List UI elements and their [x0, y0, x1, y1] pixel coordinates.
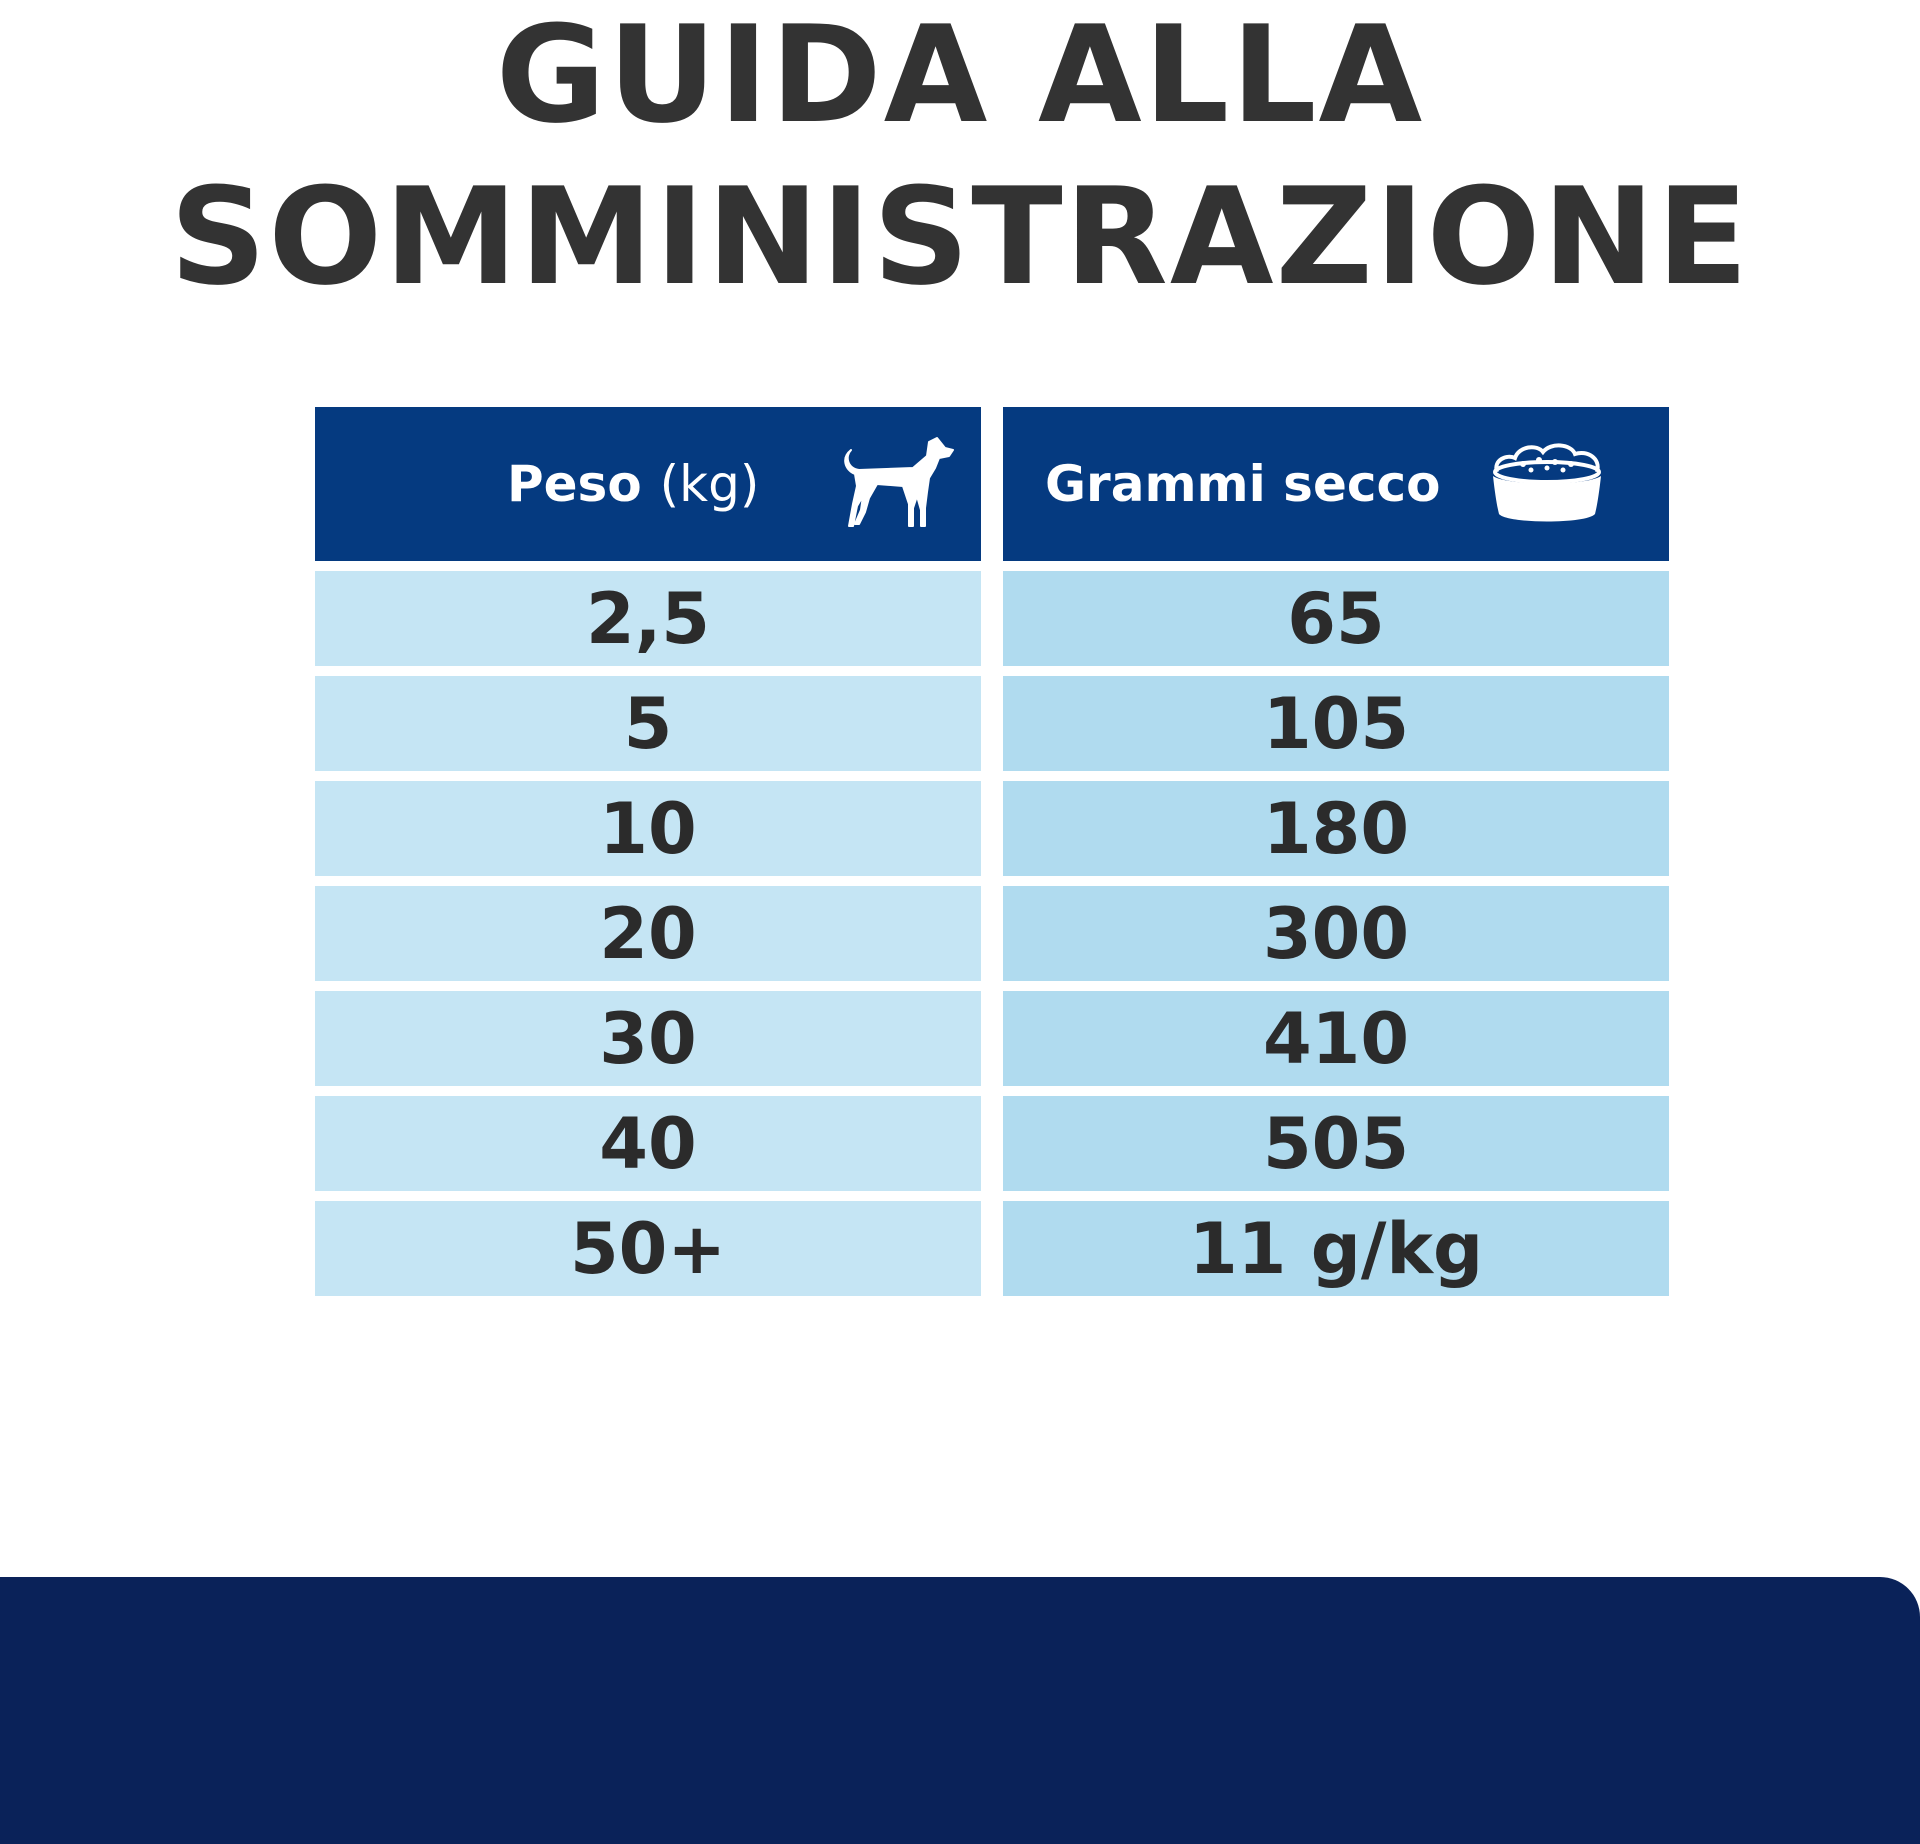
table-cell-grams: 65 [1003, 571, 1669, 666]
table-cell-grams: 180 [1003, 781, 1669, 876]
table-cell-grams: 105 [1003, 676, 1669, 771]
food-bowl-icon [1483, 436, 1613, 532]
table-cell-weight: 10 [315, 781, 981, 876]
header-weight-label: Peso [507, 455, 642, 513]
table-cell-weight: 2,5 [315, 571, 981, 666]
table-cell-grams: 410 [1003, 991, 1669, 1086]
page-title [0, 0, 1920, 318]
feeding-table [315, 407, 1669, 1296]
table-cell-weight: 30 [315, 991, 981, 1086]
title-line-2: SOMMINISTRAZIONE [169, 159, 1751, 315]
table-cell-weight: 50+ [315, 1201, 981, 1296]
table-cell-grams: 505 [1003, 1096, 1669, 1191]
header-food-label: Grammi secco [1045, 455, 1441, 513]
table-cell-grams: 11 g/kg [1003, 1201, 1669, 1296]
title-line-1: GUIDA ALLA [495, 0, 1425, 153]
table-cell-grams: 300 [1003, 886, 1669, 981]
footer-band [0, 1577, 1920, 1844]
dog-icon [841, 434, 961, 534]
table-cell-weight: 5 [315, 676, 981, 771]
header-weight [315, 407, 981, 561]
header-weight-unit: (kg) [659, 455, 760, 513]
header-food [1003, 407, 1669, 561]
table-cell-weight: 20 [315, 886, 981, 981]
table-cell-weight: 40 [315, 1096, 981, 1191]
